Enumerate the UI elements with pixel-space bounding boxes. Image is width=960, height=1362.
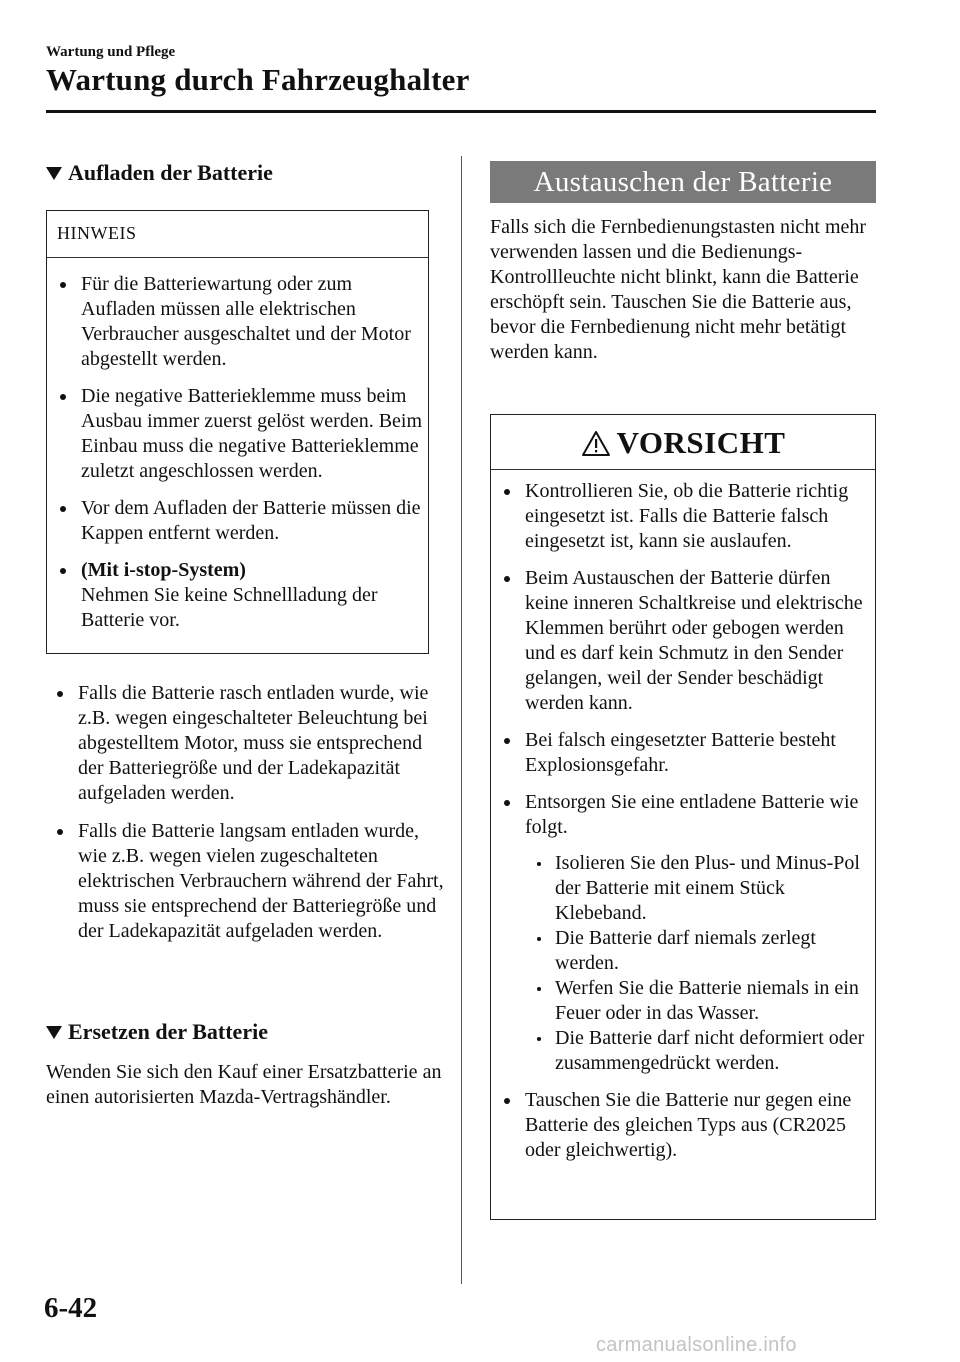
bullet-icon <box>537 937 541 941</box>
list-item <box>49 384 427 484</box>
bullet-icon <box>537 1037 541 1041</box>
bullet-icon <box>504 489 510 495</box>
bullet-icon <box>60 394 66 400</box>
disposal-item-text: Die Batterie darf nicht deformiert oder zusammengedrückt werden. <box>555 1027 865 1074</box>
list-item <box>525 1026 871 1076</box>
charging-heading <box>44 160 273 186</box>
exchange-text: Falls sich die Fernbedienungstasten nicht mehr verwenden lassen und die Bedienungs-Kontrollleuchte nicht blinkt, kann die Batterie erschöpft sein. Tauschen Sie die Batterie aus, bevor die Fernbedienung nicht mehr betätigt werden kann. <box>490 216 867 363</box>
caution-title: VORSICHT <box>616 425 786 460</box>
caution-item-text: Tauschen Sie die Batterie nur gegen eine Batterie des gleichen Typs aus (CR2025 oder gleichwertig). <box>525 1089 852 1161</box>
note-list <box>49 272 427 645</box>
note-item-text: Die negative Batterieklemme muss beim Ausbau immer zuerst gelöst werden. Beim Einbau muss die negative Batterieklemme zuletzt angeschlossen werden. <box>81 385 423 482</box>
charging-list <box>46 681 446 957</box>
note-divider <box>47 257 428 258</box>
caution-header <box>491 425 875 461</box>
disposal-list <box>525 851 871 1076</box>
note-title: HINWEIS <box>57 223 137 243</box>
note-item-text: Vor dem Aufladen der Batterie müssen die Kappen entfernt werden. <box>81 497 421 544</box>
bullet-icon <box>537 987 541 991</box>
list-item <box>49 496 427 546</box>
caution-list <box>493 479 871 1175</box>
bullet-icon <box>504 576 510 582</box>
bullet-icon <box>504 738 510 744</box>
page-number: 6-42 <box>44 1292 98 1324</box>
list-item <box>493 790 871 1076</box>
disposal-item-text: Werfen Sie die Batterie niemals in ein Feuer oder in das Wasser. <box>555 977 859 1024</box>
charging-item-text: Falls die Batterie rasch entladen wurde, wie z.B. wegen eingeschalteter Beleuchtung bei abgestelltem Motor, muss sie entsprechend der Batteriegröße und der Ladekapazität aufgeladen werden. <box>78 682 429 804</box>
bullet-icon <box>537 862 541 866</box>
caution-box <box>490 414 876 1220</box>
istop-text: Nehmen Sie keine Schnellladung der Batterie vor. <box>81 584 378 631</box>
list-item <box>46 819 446 944</box>
bullet-icon <box>504 800 510 806</box>
caution-item-text: Bei falsch eingesetzter Batterie besteht Explosionsgefahr. <box>525 729 836 776</box>
disposal-item-text: Isolieren Sie den Plus- und Minus-Pol der Batterie mit einem Stück Klebeband. <box>555 852 860 924</box>
caution-item-text: Entsorgen Sie eine entladene Batterie wie folgt. <box>525 791 859 838</box>
replacement-text: Wenden Sie sich den Kauf einer Ersatzbatterie an einen autorisierten Mazda-Vertragshändler. <box>46 1061 442 1108</box>
column-divider <box>461 156 462 1284</box>
note-item-text: Für die Batteriewartung oder zum Aufladen müssen alle elektrischen Verbraucher ausgeschaltet und der Motor abgestellt werden. <box>81 273 411 370</box>
list-item <box>493 479 871 554</box>
list-item <box>493 728 871 778</box>
watermark: carmanualsonline.info <box>596 1334 797 1356</box>
replacement-heading-text: Ersetzen der Batterie <box>68 1019 268 1044</box>
caution-divider <box>491 469 875 470</box>
bullet-icon <box>57 691 63 697</box>
bullet-icon <box>57 829 63 835</box>
header-divider <box>46 110 876 113</box>
disposal-item-text: Die Batterie darf niemals zerlegt werden. <box>555 927 816 974</box>
bullet-icon <box>60 568 66 574</box>
replacement-heading <box>44 1019 268 1045</box>
list-item <box>525 926 871 976</box>
list-item <box>493 566 871 716</box>
list-item <box>525 976 871 1026</box>
list-item <box>493 1088 871 1163</box>
bullet-icon <box>60 282 66 288</box>
list-item <box>525 851 871 926</box>
bullet-icon <box>60 506 66 512</box>
triangle-down-icon <box>46 167 62 180</box>
note-box <box>46 210 429 654</box>
caution-item-text: Beim Austauschen der Batterie dürfen keine inneren Schaltkreise und elektrische Klemmen berührt oder gebogen werden und es darf kein Schmutz in den Sender gelangen, weil der Sender beschädigt werden kann. <box>525 567 863 714</box>
list-item <box>49 558 427 633</box>
list-item <box>49 272 427 372</box>
bullet-icon <box>504 1098 510 1104</box>
triangle-down-icon <box>46 1026 62 1039</box>
istop-label: (Mit i-stop-System) <box>81 559 246 581</box>
list-item <box>46 681 446 806</box>
charging-heading-text: Aufladen der Batterie <box>68 160 273 185</box>
page-title: Wartung durch Fahrzeughalter <box>46 62 470 97</box>
caution-item-text: Kontrollieren Sie, ob die Batterie richtig eingesetzt ist. Falls die Batterie falsch eingesetzt ist, kann sie auslaufen. <box>525 480 849 552</box>
warning-icon <box>581 430 611 457</box>
section-label: Wartung und Pflege <box>46 44 176 60</box>
charging-item-text: Falls die Batterie langsam entladen wurde, wie z.B. wegen vielen zugeschalteten elektrischen Verbrauchern während der Fahrt, muss sie entsprechend der Batteriegröße und der Ladekapazität aufgeladen werden. <box>78 820 444 942</box>
section-banner: Austauschen der Batterie <box>490 161 876 203</box>
